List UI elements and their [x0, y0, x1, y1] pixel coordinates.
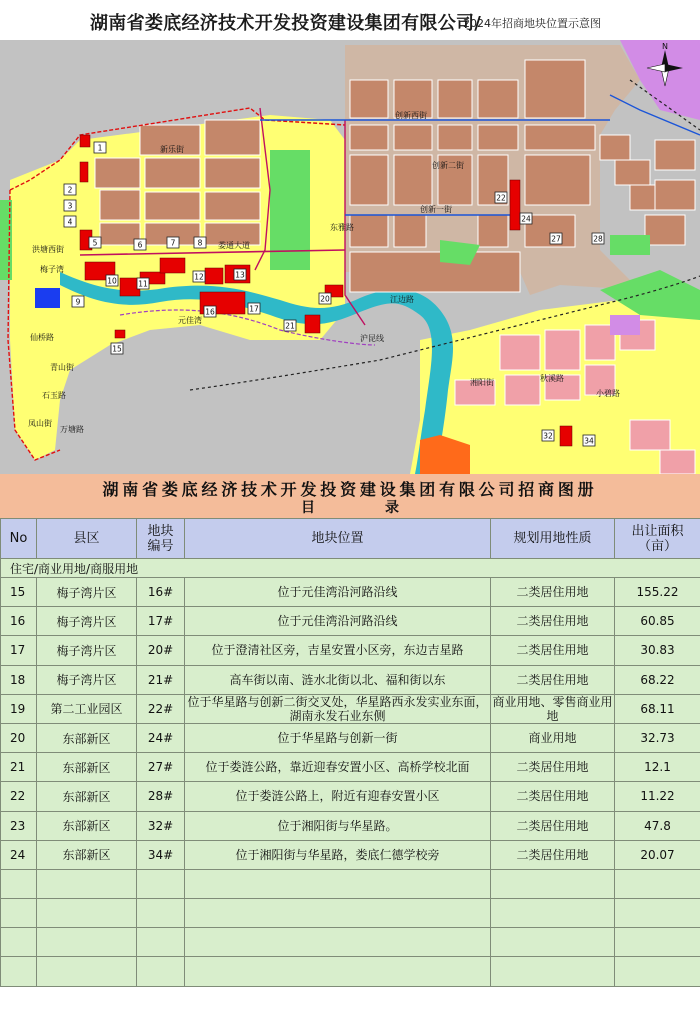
cell-parcel: 34#: [137, 840, 185, 869]
empty-cell: [185, 928, 491, 957]
map-subtitle: 2024年招商地块位置示意图: [463, 17, 601, 30]
empty-cell: [137, 957, 185, 986]
parcel-marker-label: 13: [235, 270, 245, 280]
header-location: 地块位置: [185, 519, 491, 559]
company-title: 湖南省娄底经济技术开发投资建设集团有限公司/: [90, 13, 482, 34]
cell-use: 商业用地: [491, 723, 615, 752]
cell-no: 17: [1, 636, 37, 665]
empty-cell: [491, 928, 615, 957]
empty-cell: [1, 957, 37, 986]
parcel-marker: [64, 200, 76, 211]
empty-cell: [615, 899, 700, 928]
parcel-marker-label: 2: [67, 185, 73, 195]
road-label: 万塘路: [60, 425, 84, 434]
empty-cell: [615, 957, 700, 986]
cell-area: 32.73: [615, 723, 700, 752]
parcel-marker: [542, 430, 554, 441]
empty-cell: [185, 957, 491, 986]
cell-no: 19: [1, 694, 37, 723]
empty-cell: [37, 869, 137, 898]
cell-county: 梅子湾片区: [37, 607, 137, 636]
parcel-marker: [106, 275, 118, 286]
cell-use: 二类居住用地: [491, 782, 615, 811]
parcel-marker-label: 32: [543, 431, 553, 441]
cell-use: 二类居住用地: [491, 840, 615, 869]
road-label: 创新一街: [420, 205, 452, 214]
cell-use: 二类居住用地: [491, 753, 615, 782]
empty-cell: [491, 899, 615, 928]
table-row: [1, 840, 700, 869]
compass-label: N: [662, 42, 668, 51]
header-county: 县区: [37, 519, 137, 559]
cell-county: 梅子湾片区: [37, 578, 137, 607]
cell-no: 23: [1, 811, 37, 840]
cell-location: 位于湘阳街与华星路。: [185, 811, 491, 840]
location-map: [0, 40, 700, 474]
parcel-marker: [204, 306, 216, 317]
empty-cell: [137, 899, 185, 928]
parcel-marker: [319, 293, 331, 304]
page-header: [0, 0, 700, 40]
empty-cell: [491, 869, 615, 898]
location-map-drawing: [0, 40, 700, 474]
cell-parcel: 21#: [137, 665, 185, 694]
parcel-marker-label: 7: [170, 238, 176, 248]
empty-cell: [185, 869, 491, 898]
parcel-marker-label: 22: [496, 193, 506, 203]
parcel-marker-label: 12: [194, 272, 204, 282]
parcel-marker-label: 21: [285, 321, 295, 331]
cell-location: 位于娄涟公路，靠近迎春安置小区、高桥学校北面: [185, 753, 491, 782]
parcel-marker-label: 24: [521, 214, 531, 224]
cell-use: 二类居住用地: [491, 665, 615, 694]
empty-cell: [491, 957, 615, 986]
cell-county: 东部新区: [37, 840, 137, 869]
road-label: 梅子湾: [40, 265, 64, 274]
empty-table-row: [1, 928, 700, 957]
empty-cell: [137, 869, 185, 898]
road-label: 青山街: [50, 363, 74, 372]
road-label: 秋溪路: [540, 374, 564, 383]
cell-use: 商业用地、零售商业用地: [492, 694, 613, 723]
cell-area: 68.22: [615, 665, 700, 694]
parcel-marker-label: 28: [593, 234, 603, 244]
parcel-marker: [134, 239, 146, 250]
table-row: [1, 723, 700, 752]
header-no: No: [1, 519, 37, 559]
cell-parcel: 27#: [137, 753, 185, 782]
parcel-marker: [284, 320, 296, 331]
road-label: 娄通大道: [218, 241, 250, 250]
table-row: [1, 694, 700, 723]
empty-cell: [1, 928, 37, 957]
parcel-marker-label: 20: [320, 294, 330, 304]
road-label: 创新西街: [395, 111, 427, 120]
road-label: 东雅路: [330, 223, 354, 232]
empty-cell: [615, 928, 700, 957]
parcel-marker: [94, 142, 106, 153]
road-label: 新乐街: [160, 145, 184, 154]
road-label: 沪昆线: [360, 334, 384, 343]
cell-county: 东部新区: [37, 782, 137, 811]
cell-location: 位于元佳湾沿河路沿线: [185, 578, 491, 607]
road-label: 江边路: [390, 295, 414, 304]
empty-table-row: [1, 869, 700, 898]
empty-cell: [37, 957, 137, 986]
cell-no: 20: [1, 723, 37, 752]
parcel-marker-label: 17: [249, 304, 259, 314]
parcel-marker: [520, 213, 532, 224]
cell-area: 155.22: [615, 578, 700, 607]
cell-county: 东部新区: [37, 811, 137, 840]
table-row: [1, 636, 700, 665]
cell-no: 16: [1, 607, 37, 636]
cell-location: 位于华星路与创新一街: [185, 723, 491, 752]
cell-area: 68.11: [615, 694, 700, 723]
cell-parcel: 22#: [137, 694, 185, 723]
parcel-marker: [193, 271, 205, 282]
cell-no: 24: [1, 840, 37, 869]
parcel-marker: [64, 216, 76, 227]
cell-use: 二类居住用地: [491, 811, 615, 840]
table-row: [1, 578, 700, 607]
parcel-marker-label: 9: [75, 297, 81, 307]
road-label: 小碧路: [596, 389, 620, 398]
parcel-marker-label: 10: [107, 276, 117, 286]
header-use: 规划用地性质: [491, 519, 615, 559]
empty-cell: [1, 899, 37, 928]
section-label: 住宅/商业用地/商服用地: [1, 559, 700, 578]
parcel-marker-label: 3: [67, 201, 73, 211]
parcel-marker-label: 15: [112, 344, 122, 354]
table-row: [1, 782, 700, 811]
parcel-marker: [495, 192, 507, 203]
empty-cell: [185, 899, 491, 928]
cell-area: 12.1: [615, 753, 700, 782]
parcel-marker-label: 27: [551, 234, 561, 244]
cell-no: 22: [1, 782, 37, 811]
cell-parcel: 17#: [137, 607, 185, 636]
table-header-row: [1, 519, 700, 559]
parcel-marker: [167, 237, 179, 248]
road-label: 洪塘西街: [32, 245, 64, 254]
cell-use: 二类居住用地: [491, 636, 615, 665]
parcel-marker: [234, 269, 246, 280]
parcel-marker-label: 8: [197, 238, 203, 248]
parcel-marker-label: 16: [205, 307, 215, 317]
parcel-marker-label: 11: [138, 279, 148, 289]
cell-county: 第二工业园区: [37, 694, 137, 723]
cell-location: 位于澄清社区旁，吉星安置小区旁，东边吉星路: [185, 636, 491, 665]
parcel-marker: [111, 343, 123, 354]
parcel-marker: [248, 303, 260, 314]
cell-location: 位于湘阳街与华星路，娄底仁德学校旁: [185, 840, 491, 869]
parcel-table: [0, 518, 700, 987]
parcel-marker: [592, 233, 604, 244]
empty-table-row: [1, 957, 700, 986]
cell-location: 位于娄涟公路上，附近有迎春安置小区: [185, 782, 491, 811]
cell-use: 二类居住用地: [491, 578, 615, 607]
empty-cell: [1, 869, 37, 898]
parcel-marker-label: 4: [67, 217, 73, 227]
cell-area: 11.22: [615, 782, 700, 811]
cell-parcel: 24#: [137, 723, 185, 752]
parcel-marker: [137, 278, 149, 289]
cell-no: 15: [1, 578, 37, 607]
parcel-marker: [583, 435, 595, 446]
header-parcel: 地块 编号: [137, 519, 185, 559]
cell-use: 二类居住用地: [491, 607, 615, 636]
catalog-banner: [0, 474, 700, 518]
parcel-marker: [194, 237, 206, 248]
header-area: 出让面积 （亩）: [615, 519, 700, 559]
cell-no: 21: [1, 753, 37, 782]
table-row: [1, 811, 700, 840]
parcel-marker: [64, 184, 76, 195]
table-row: [1, 607, 700, 636]
section-row: [1, 559, 700, 578]
empty-cell: [137, 928, 185, 957]
cell-area: 47.8: [615, 811, 700, 840]
cell-parcel: 20#: [137, 636, 185, 665]
cell-county: 梅子湾片区: [37, 636, 137, 665]
table-row: [1, 665, 700, 694]
cell-parcel: 32#: [137, 811, 185, 840]
parcel-marker: [550, 233, 562, 244]
cell-no: 18: [1, 665, 37, 694]
cell-location: 位于华星路与创新二街交叉处，华星路西永发实业东面，湖南永发石业东侧: [185, 694, 491, 723]
road-label: 元佳湾: [178, 316, 202, 325]
parcel-marker-label: 5: [92, 238, 98, 248]
cell-county: 东部新区: [37, 723, 137, 752]
parcel-marker: [72, 296, 84, 307]
cell-area: 60.85: [615, 607, 700, 636]
empty-cell: [37, 928, 137, 957]
cell-area: 20.07: [615, 840, 700, 869]
cell-parcel: 16#: [137, 578, 185, 607]
road-label: 石玉路: [42, 391, 66, 400]
cell-location: 高车街以南、涟水北街以北、福和街以东: [185, 665, 491, 694]
catalog-title: 湖南省娄底经济技术开发投资建设集团有限公司招商图册: [102, 480, 598, 499]
road-label: 创新二街: [432, 161, 464, 170]
cell-area: 30.83: [615, 636, 700, 665]
road-label: 仙桥路: [30, 333, 54, 342]
empty-cell: [615, 869, 700, 898]
parcel-marker-label: 1: [97, 143, 103, 153]
table-row: [1, 753, 700, 782]
parcel-marker: [89, 237, 101, 248]
parcel-marker-label: 34: [584, 436, 594, 446]
road-label: 凤山街: [28, 419, 52, 428]
cell-location: 位于元佳湾沿河路沿线: [185, 607, 491, 636]
cell-parcel: 28#: [137, 782, 185, 811]
catalog-subtitle: 目录: [301, 500, 469, 516]
empty-table-row: [1, 899, 700, 928]
parcel-marker-label: 6: [137, 240, 143, 250]
empty-cell: [37, 899, 137, 928]
cell-county: 梅子湾片区: [37, 665, 137, 694]
cell-county: 东部新区: [37, 753, 137, 782]
road-label: 湘阳街: [470, 378, 494, 387]
